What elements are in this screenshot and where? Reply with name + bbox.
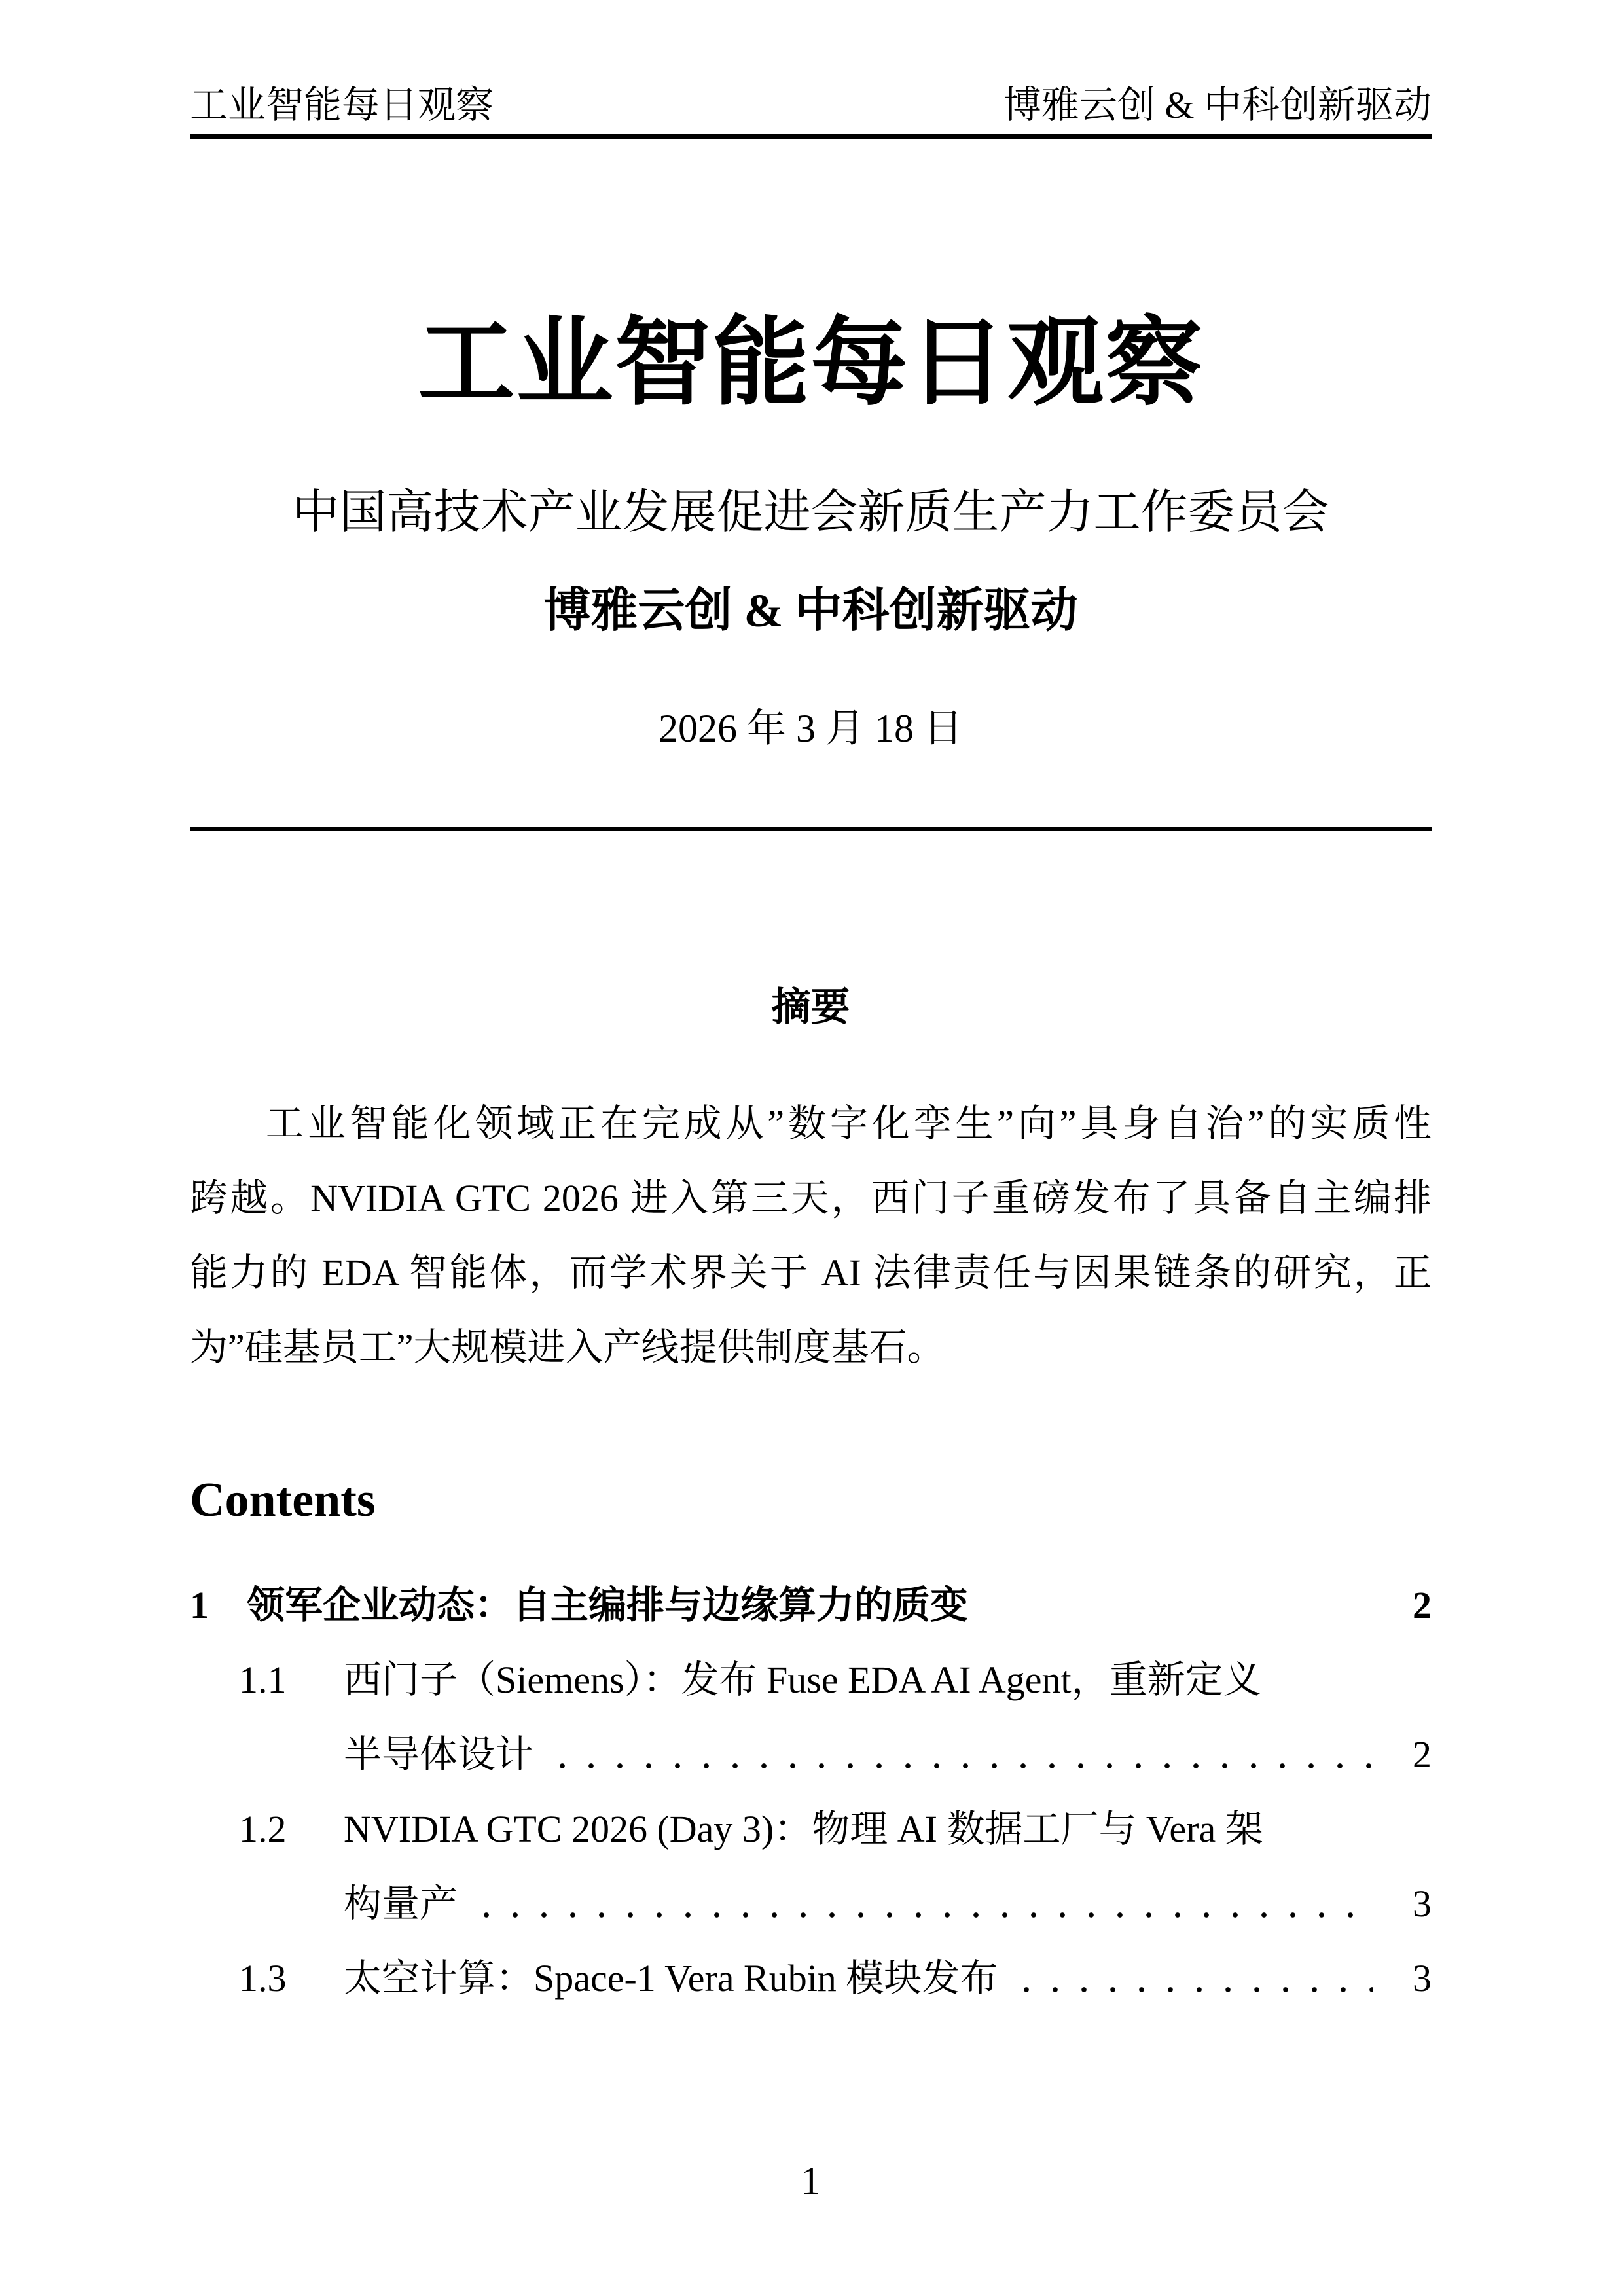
toc-section-title: 领军企业动态：自主编排与边缘算力的质变 — [247, 1584, 969, 1626]
table-of-contents — [190, 1568, 1432, 2016]
title-rule — [190, 827, 1432, 831]
document-title: 工业智能每日观察 — [418, 310, 1204, 418]
toc-entry-title-continuation: 构量产 — [344, 1882, 458, 1925]
contents-heading: Contents — [190, 1473, 376, 1527]
footer-page-number: 1 — [801, 2159, 821, 2202]
toc-entry-row-continuation[interactable] — [190, 1867, 1432, 1941]
running-header — [190, 85, 1432, 126]
abstract-line: 能力的 EDA 智能体，而学术界关于 AI 法律责任与因果链条的研究，正 — [190, 1251, 1432, 1294]
header-rule — [190, 134, 1432, 139]
toc-entry-row[interactable] — [190, 1792, 1432, 1867]
toc-entry-page: 3 — [1413, 1882, 1432, 1925]
abstract-heading: 摘要 — [771, 986, 850, 1029]
toc-dot-leader — [472, 1867, 1373, 1941]
abstract-line: 跨越。NVIDIA GTC 2026 进入第三天，西门子重磅发布了具备自主编排 — [190, 1177, 1432, 1219]
toc-dot-leader — [1012, 1941, 1373, 2016]
toc-entry-number: 1.3 — [239, 1957, 287, 2000]
abstract-line: 为”硅基员工”大规模进入产线提供制度基石。 — [190, 1326, 945, 1369]
toc-dot-leader — [548, 1717, 1373, 1792]
toc-entry-page: 2 — [1413, 1733, 1432, 1776]
toc-entry-page: 3 — [1413, 1957, 1432, 2000]
toc-section-row[interactable] — [190, 1568, 1432, 1643]
document-authors: 博雅云创 & 中科创新驱动 — [543, 584, 1078, 637]
toc-entry-title-continuation: 半导体设计 — [344, 1733, 534, 1776]
abstract-body — [190, 1086, 1432, 1385]
toc-entry-row-continuation[interactable] — [190, 1717, 1432, 1792]
running-header-left: 工业智能每日观察 — [190, 84, 494, 126]
document-subtitle: 中国高技术产业发展促进会新质生产力工作委员会 — [292, 486, 1329, 539]
toc-entry-number: 1.1 — [239, 1659, 287, 1701]
toc-entry-row[interactable] — [190, 1941, 1432, 2016]
toc-entry-title: 太空计算：Space-1 Vera Rubin 模块发布 — [344, 1957, 998, 2000]
toc-section-page: 2 — [1413, 1584, 1432, 1626]
abstract-line: 工业智能化领域正在完成从”数字化孪生”向”具身自治”的实质性 — [266, 1102, 1432, 1145]
toc-entry-title: NVIDIA GTC 2026 (Day 3)：物理 AI 数据工厂与 Vera 架 — [344, 1808, 1263, 1850]
toc-section-number: 1 — [190, 1584, 209, 1626]
toc-spacer — [968, 1568, 1390, 1643]
toc-entry-row[interactable] — [190, 1643, 1432, 1717]
document-date: 2026 年 3 月 18 日 — [659, 707, 963, 750]
toc-entry-title: 西门子（Siemens）：发布 Fuse EDA AI Agent，重新定义 — [344, 1659, 1261, 1701]
toc-entry-number: 1.2 — [239, 1808, 287, 1850]
running-header-right: 博雅云创 & 中科创新驱动 — [1003, 84, 1432, 126]
